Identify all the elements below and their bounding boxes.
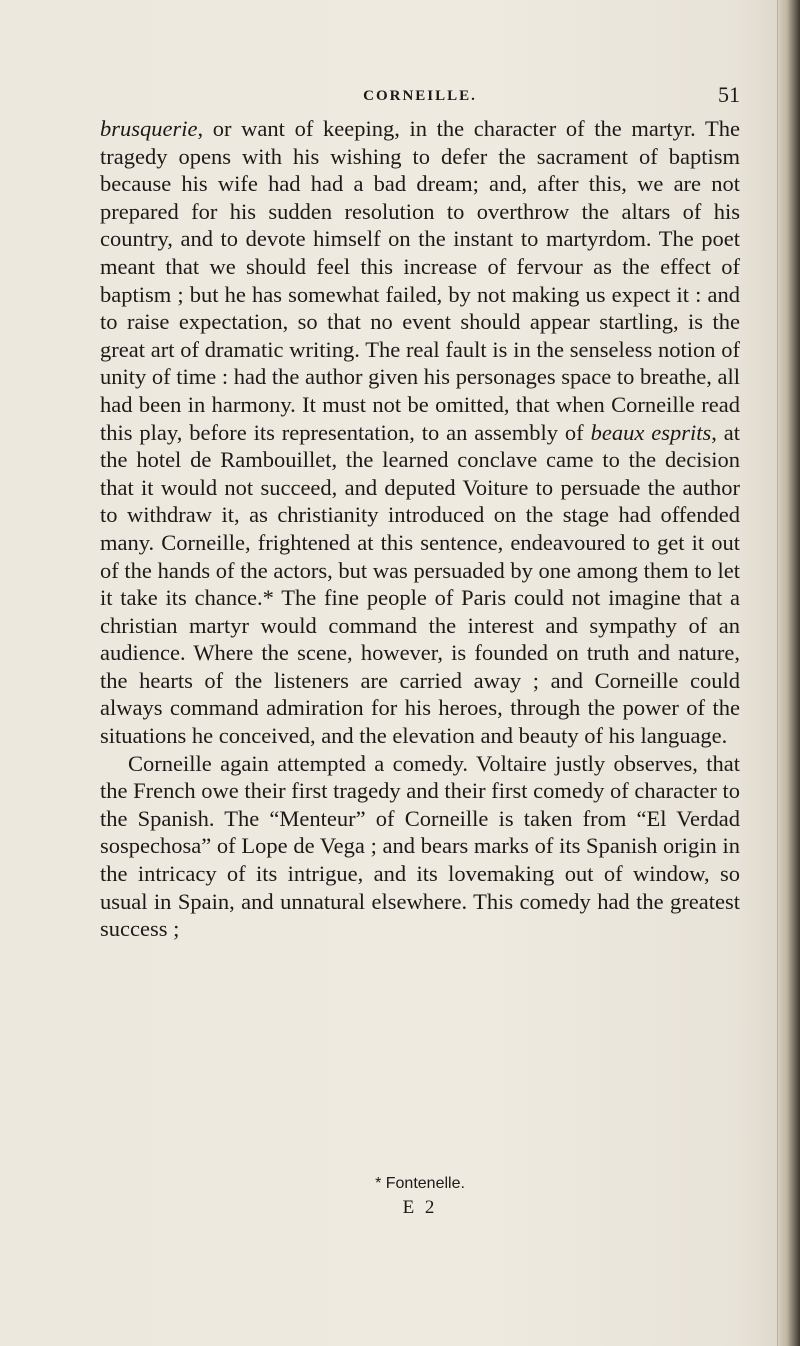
italic-phrase-beaux-esprits: beaux esprits xyxy=(590,419,712,445)
paragraph-1 xyxy=(100,115,740,750)
body-text xyxy=(100,115,740,943)
footnote: * Fontenelle. xyxy=(375,1175,465,1192)
page-header xyxy=(100,82,740,112)
book-gutter xyxy=(778,0,800,1346)
running-head: CORNEILLE. xyxy=(363,88,477,104)
paragraph-2: Corneille again attempted a comedy. Voltaire justly observes, that the French owe their first tragedy and their first comedy of character to the Spanish. The “Menteur” of Corneille is taken from “El Verdad sospechosa” of Lope de Vega ; and bears marks of its Spanish origin in the intricacy of its intrigue, and its lovemaking out of window, so usual in Spain, and unnatural elsewhere. This comedy had the greatest success ; xyxy=(100,750,740,942)
paragraph-1-text-b: , at the hotel de Rambouillet, the learned conclave came to the decision that it would not succeed, and deputed Voiture to persuade the author to withdraw it, as christianity introduced on the stage had offended many. Corneille, frightened at this sentence, endeavoured to get it out of the hands of the actors, but was persuaded by one among them to let it take its chance.* The fine people of Paris could not imagine that a christian martyr would command the interest and sympathy of an audience. Where the scene, however, is founded on truth and nature, the hearts of the listeners are carried away ; and Corneille could always command admiration for his heroes, through the power of the situations he conceived, and the elevation and beauty of his language. xyxy=(100,419,740,749)
paragraph-1-text-a: , or want of keeping, in the character of the martyr. The tragedy opens with his wishing to defer the sacrament of baptism because his wife had had a bad dream; and, after this, we are not prepared for his sudden resolution to overthrow the altars of his country, and to devote himself on the instant to martyrdom. The poet meant that we should feel this increase of fervour as the effect of baptism ; but he has somewhat failed, by not making us expect it : and to raise expectation, so that no event should appear startling, is the great art of dramatic writing. The real fault is in the senseless notion of unity of time : had the author given his personages space to breathe, all had been in harmony. It must not be omitted, that when Corneille read this play, before its representation, to an assembly of xyxy=(100,116,740,445)
page-number: 51 xyxy=(718,82,740,107)
italic-word-brusquerie: brusquerie xyxy=(100,116,198,141)
signature-mark: E 2 xyxy=(402,1197,438,1218)
